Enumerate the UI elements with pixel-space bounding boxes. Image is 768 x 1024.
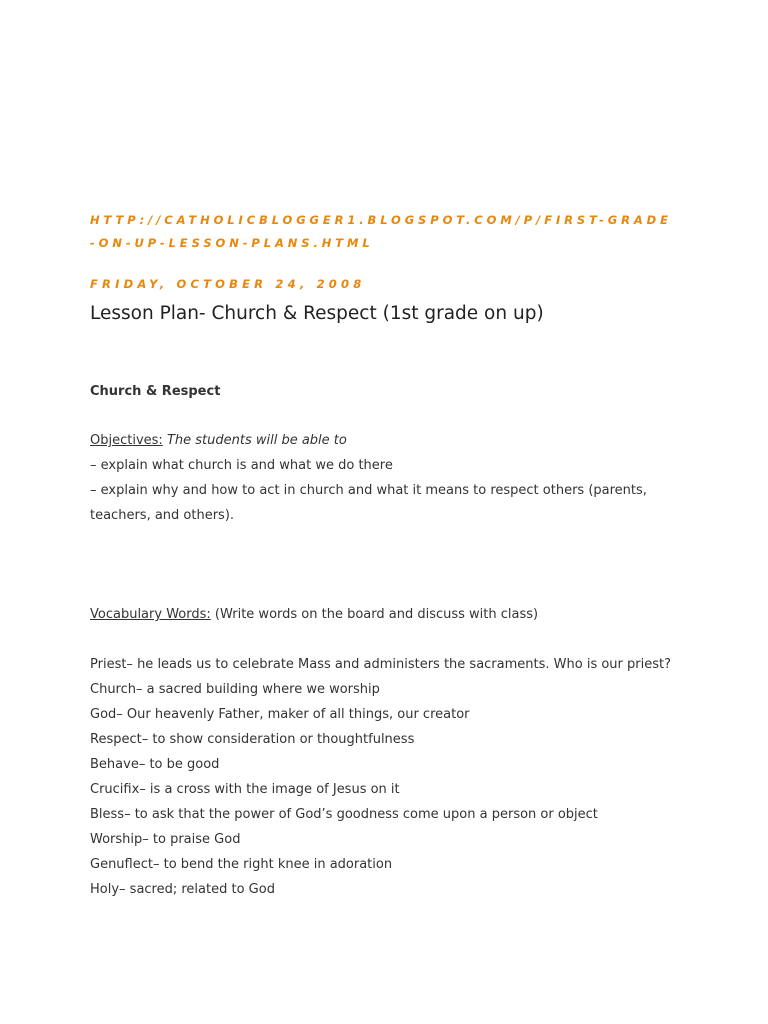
vocabulary-item: Bless– to ask that the power of God’s goodness come upon a person or object [90,807,598,822]
objectives-intro-line [90,428,680,453]
vocabulary-label: Vocabulary Words: [90,607,211,622]
objectives-section [90,428,680,528]
section-heading: Church & Respect [90,384,221,399]
vocabulary-item: Worship– to praise God [90,832,241,847]
post-url-link[interactable]: HTTP://CATHOLICBLOGGER1.BLOGSPOT.COM/P/FIRST-GRADE-ON-UP-LESSON-PLANS.HTML [90,213,672,250]
vocabulary-intro [90,602,680,627]
vocabulary-item: Holy– sacred; related to God [90,882,275,897]
vocabulary-item: God– Our heavenly Father, maker of all things, our creator [90,707,470,722]
objective-item: – explain why and how to act in church and what it means to respect others (parents, teachers, and others). [90,483,647,523]
vocabulary-item: Behave– to be good [90,757,220,772]
vocabulary-item: Crucifix– is a cross with the image of Jesus on it [90,782,400,797]
post-date: FRIDAY, OCTOBER 24, 2008 [90,277,366,291]
objectives-label: Objectives: [90,433,163,448]
objectives-intro: The students will be able to [166,433,347,448]
vocabulary-item: Church– a sacred building where we worship [90,682,380,697]
vocabulary-item: Respect– to show consideration or thoughtfulness [90,732,415,747]
vocabulary-instruction: (Write words on the board and discuss with class) [214,607,539,622]
vocabulary-list [90,652,680,902]
post-title: Lesson Plan- Church & Respect (1st grade on up) [90,303,544,324]
vocabulary-item: Priest– he leads us to celebrate Mass and administers the sacraments. Who is our priest? [90,657,672,672]
objective-item: – explain what church is and what we do there [90,458,393,473]
vocabulary-item: Genuflect– to bend the right knee in adoration [90,857,393,872]
